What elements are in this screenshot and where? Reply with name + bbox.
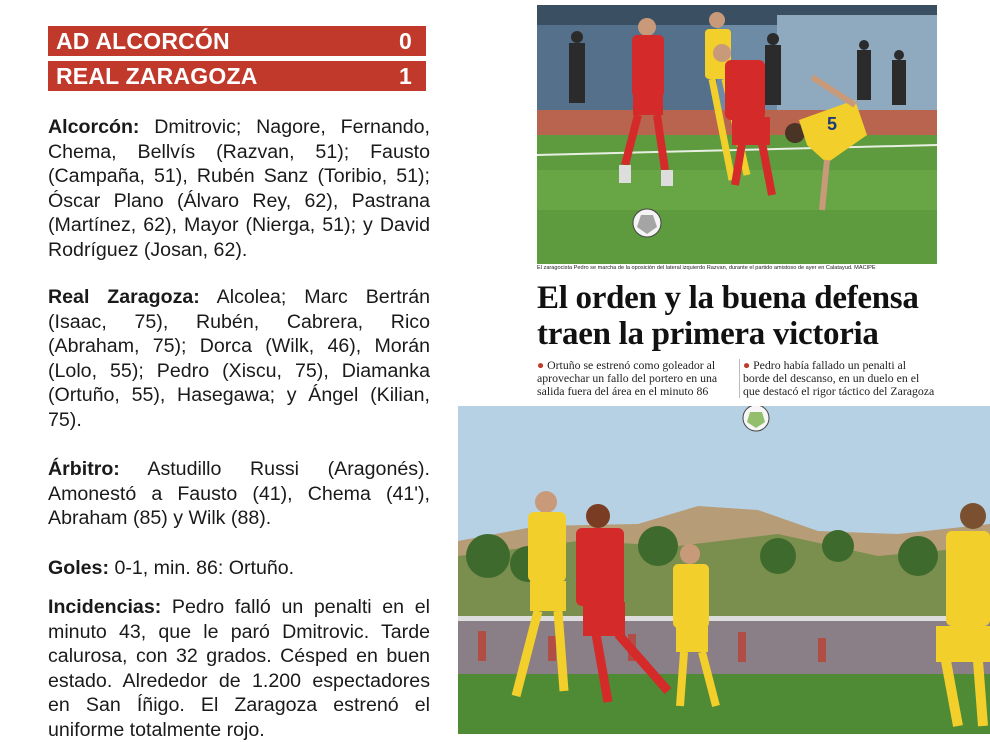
team-name: REAL ZARAGOZA bbox=[56, 62, 258, 89]
lineup-text: Dmitrovic; Nagore, Fernando, Chema, Bellvís (Razvan, 51); Fausto (Campaña, 51), Rubén Sanz (Toribio, 51); Óscar Plano (Álvaro Rey, 62), Pastrana (Martínez, 62), Mayor (Nierga, 51); y David Rodríguez (Josan, 62). bbox=[48, 116, 430, 261]
incidents-text: Pedro falló un penalti en el minuto 43, que le paró Dmitrovic. Tarde calurosa, con 32 grados. Césped en buen estado. Alrededor de 1.200 espectadores en San Íñigo. El Zaragoza estrenó el uniforme totalmente rojo. bbox=[48, 596, 430, 741]
lineup-label: Alcorcón: bbox=[48, 116, 140, 138]
summary-item bbox=[739, 359, 935, 398]
caption-text: El zaragocista Pedro se marcha de la oposición del lateral izquierdo Razvan, durante el partido amistoso de ayer en Calatayud. bbox=[537, 265, 853, 271]
referee-info bbox=[48, 457, 430, 531]
lineup-zaragoza bbox=[48, 285, 430, 433]
team-score: 1 bbox=[399, 62, 412, 89]
bullet-icon: ● bbox=[537, 358, 545, 372]
headline-line-1: El orden y la buena defensa bbox=[537, 280, 919, 316]
incidents-info bbox=[48, 595, 430, 742]
photo-caption bbox=[537, 265, 937, 271]
caption-credit: MACIPE bbox=[854, 265, 876, 271]
referee-text: Astudillo Russi (Aragonés). Amonestó a Fausto (41), Chema (41'), Abraham (85) y Wilk (88). bbox=[48, 458, 430, 530]
article-headline bbox=[537, 280, 957, 352]
lineup-alcorcon bbox=[48, 115, 430, 263]
team-name: AD ALCORCÓN bbox=[56, 27, 230, 54]
incidents-label: Incidencias: bbox=[48, 596, 162, 618]
goals-info bbox=[48, 556, 430, 581]
lineup-label: Real Zaragoza: bbox=[48, 286, 200, 308]
summary-text: Ortuño se estrenó como goleador al aprovechar un fallo del portero en una salida fuera del área en el minuto 86 bbox=[537, 358, 718, 398]
bullet-icon: ● bbox=[743, 358, 751, 372]
headline-line-2: traen la primera victoria bbox=[537, 316, 879, 352]
summary-text: Pedro había fallado un penalti al borde del descanso, en un duelo en el que destacó el rigor táctico del Zaragoza bbox=[743, 358, 935, 398]
scoreboard-row-alcorcon bbox=[48, 26, 426, 56]
summary-item bbox=[537, 359, 733, 398]
lineup-text: Alcolea; Marc Bertrán (Isaac, 75), Rubén, Cabrera, Rico (Abraham, 75); Dorca (Wilk, 46), Morán (Lolo, 55); Pedro (Xiscu, 75), Diamanka (Ortuño, 55), Hasegawa; y Ángel (Kilian, 75). bbox=[48, 286, 430, 431]
referee-label: Árbitro: bbox=[48, 458, 120, 480]
goals-label: Goles: bbox=[48, 557, 109, 579]
svg-text:5: 5 bbox=[827, 114, 838, 134]
match-photo-bottom bbox=[458, 406, 990, 734]
match-photo-top bbox=[537, 5, 937, 264]
goals-text: 0-1, min. 86: Ortuño. bbox=[114, 557, 295, 579]
scoreboard-row-zaragoza bbox=[48, 61, 426, 91]
team-score: 0 bbox=[399, 27, 412, 54]
